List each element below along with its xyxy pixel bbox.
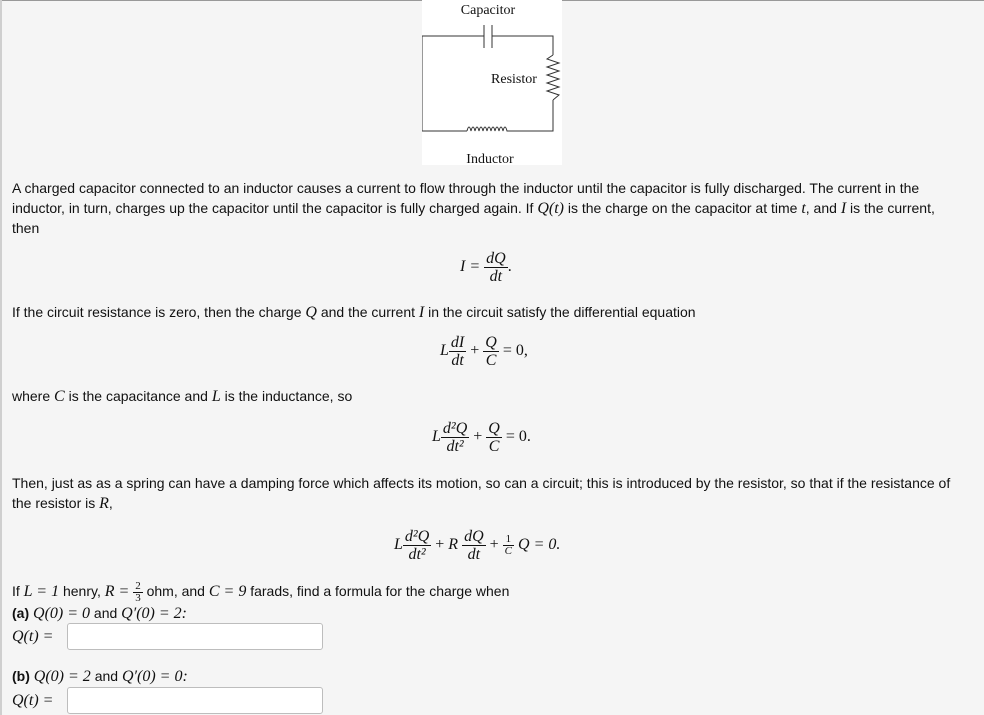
inductor-label: Inductor	[466, 152, 514, 165]
para-text: ,	[108, 495, 113, 511]
numerator: 2	[135, 580, 141, 592]
intro-line-2	[12, 198, 935, 219]
charge-var: Q	[305, 304, 317, 321]
intro-text: inductor, in turn, charges up the capacitor until the capacitor is fully charged again. If	[12, 200, 534, 216]
eq-rhs: = 0.	[505, 428, 531, 446]
part-b-label: (b)	[12, 668, 30, 684]
numerator: dQ	[464, 528, 484, 545]
para-text: the resistor is	[12, 495, 96, 511]
initial-condition: Q(0) = 2	[33, 668, 91, 685]
eq-rhs: Q = 0.	[518, 536, 561, 554]
part-b-answer-label: Q(t) =	[12, 692, 54, 709]
plus-sign: +	[473, 428, 483, 446]
para-3	[12, 386, 352, 407]
equation-current	[460, 250, 512, 285]
inductance-var: L	[211, 388, 221, 405]
part-a-label: (a)	[12, 605, 30, 621]
resistance-var: R	[99, 495, 109, 512]
para-text: where	[12, 388, 51, 404]
para-text: in the circuit satisfy the differential equation	[428, 304, 696, 320]
initial-condition: Q′(0) = 0:	[121, 668, 188, 685]
para-text: If the circuit resistance is zero, then the charge	[12, 304, 302, 320]
fraction	[486, 420, 502, 455]
inductance-var: L	[394, 536, 403, 554]
denominator: dt²	[446, 438, 464, 455]
inductance-var: L	[440, 342, 449, 360]
inductance-var: L	[432, 428, 441, 446]
equation-second-order	[432, 420, 531, 455]
givens-text: ohm, and	[146, 583, 205, 600]
numerator: Q	[488, 420, 500, 437]
part-a-conditions	[12, 603, 187, 624]
givens-text: If	[12, 583, 20, 600]
denominator: dt	[451, 352, 464, 369]
part-a-answer-label: Q(t) =	[12, 628, 54, 645]
givens-text: henry,	[62, 583, 101, 600]
initial-condition: Q(0) = 0	[33, 605, 91, 622]
denominator: dt²	[408, 546, 426, 563]
numerator: 1	[503, 534, 514, 546]
resistance-value: R =	[104, 583, 130, 601]
numerator: d²Q	[404, 528, 430, 545]
para-text: is the capacitance and	[68, 388, 208, 404]
resistor-label: Resistor	[491, 72, 537, 87]
circuit-svg	[422, 0, 562, 165]
part-b-conditions	[12, 666, 188, 687]
intro-text: , and	[805, 200, 837, 216]
eq-lhs: I =	[460, 258, 481, 276]
plus-sign: +	[435, 536, 445, 554]
capacitance-var: C	[54, 388, 65, 405]
numerator: Q	[485, 334, 497, 351]
fraction	[133, 581, 143, 604]
wire-left	[422, 36, 484, 131]
intro-line-3: then	[12, 220, 40, 236]
para-2	[12, 302, 696, 323]
para-text: is the inductance, so	[224, 388, 353, 404]
plus-sign: +	[489, 536, 499, 554]
wire-bottom-right	[508, 100, 553, 131]
conjunction: and	[94, 668, 119, 684]
inductor-symbol	[467, 127, 508, 131]
wire-top-right	[492, 36, 553, 55]
denominator: 3	[135, 592, 141, 604]
capacitor-label: Capacitor	[460, 3, 516, 18]
fraction	[449, 334, 466, 369]
current-var: I	[418, 304, 425, 321]
givens-text: farads, find a formula for the charge when	[250, 583, 510, 600]
denominator: C	[504, 545, 513, 557]
intro-text: is the charge on the capacitor at time	[567, 200, 798, 216]
inductance-value: L = 1	[23, 583, 60, 601]
fraction	[484, 250, 508, 285]
fraction	[441, 420, 469, 455]
left-border	[0, 0, 2, 715]
capacitance-value: C = 9	[208, 583, 247, 601]
intro-line-1: A charged capacitor connected to an inductor causes a current to flow through the inductor until the capacitor is fully discharged. The current in the	[12, 180, 920, 196]
numerator: dI	[450, 334, 465, 351]
time-var: t	[801, 200, 806, 217]
resistor-symbol	[547, 55, 559, 100]
para-4-line-2	[12, 493, 113, 514]
plus-sign: +	[470, 342, 480, 360]
period: .	[507, 258, 512, 276]
resistance-var: R	[448, 536, 459, 554]
denominator: dt	[467, 546, 481, 563]
circuit-diagram	[422, 0, 562, 165]
initial-condition: Q′(0) = 2:	[121, 605, 188, 622]
current-var: I	[840, 200, 847, 217]
equation-rlc	[394, 528, 560, 563]
conjunction: and	[93, 605, 118, 621]
fraction	[403, 528, 431, 563]
para-4-line-1: Then, just as as a spring can have a damping force which affects its motion, so can a circuit; this is introduced by the resistor, so that if the resistance of	[12, 475, 951, 491]
eq-rhs: = 0,	[502, 342, 528, 360]
denominator: C	[485, 352, 497, 369]
part-a-answer-input[interactable]	[67, 623, 323, 650]
charge-function: Q(t)	[537, 200, 564, 217]
numerator: d²Q	[442, 420, 468, 437]
equation-lc	[440, 334, 528, 369]
fraction	[503, 534, 514, 557]
para-text: and the current	[320, 304, 415, 320]
intro-text: is the current,	[850, 200, 935, 216]
numerator: dQ	[486, 250, 506, 267]
denominator: dt	[489, 268, 503, 285]
fraction	[483, 334, 499, 369]
part-b-answer-input[interactable]	[67, 687, 323, 714]
givens-line	[12, 581, 509, 604]
fraction	[462, 528, 486, 563]
denominator: C	[488, 438, 500, 455]
